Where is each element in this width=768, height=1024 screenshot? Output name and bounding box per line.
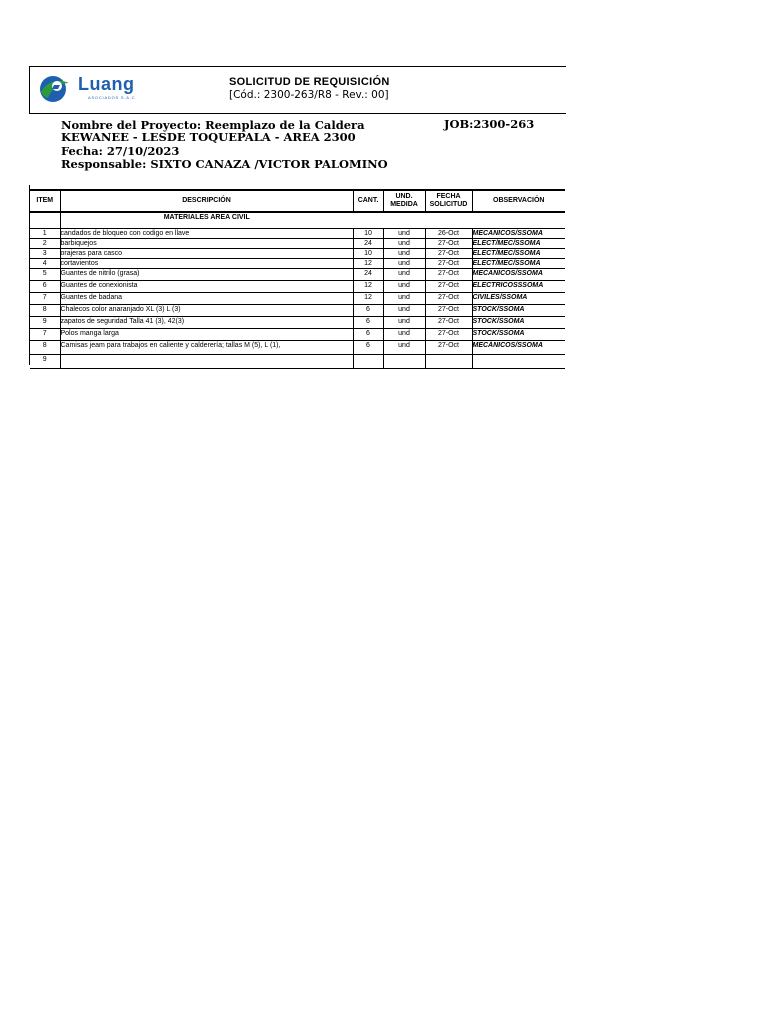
cell-date: 27-Oct (425, 329, 472, 341)
document-code: [Cód.: 2300-263/R8 - Rev.: 00] (229, 89, 389, 101)
cell-item: 2 (30, 239, 60, 249)
cell-date: 27-Oct (425, 293, 472, 305)
cell-description: cortavientos (60, 259, 353, 269)
job-number: JOB:2300-263 (444, 117, 535, 131)
cell-unit: und (383, 281, 425, 293)
cell-date: 27-Oct (425, 281, 472, 293)
section-empty-cell (383, 212, 425, 229)
cell-observation: ELECTRICOSSSOMA (472, 281, 565, 293)
cell-observation: ELECT/MEC/SSOMA (472, 249, 565, 259)
cell-unit: und (383, 305, 425, 317)
cell-item: 3 (30, 249, 60, 259)
cell-unit: und (383, 293, 425, 305)
cell-observation: ELECT/MEC/SSOMA (472, 259, 565, 269)
cell-description: orajeras para casco (60, 249, 353, 259)
cell-quantity: 12 (353, 281, 383, 293)
header-unit (383, 190, 425, 212)
section-title: MATERIALES AREA CIVIL (60, 212, 353, 229)
table-row (30, 259, 565, 269)
cell-description: Guantes de nitrilo (grasa) (60, 269, 353, 281)
cell-description: zapatos de seguridad Talla 41 (3), 42(3) (60, 317, 353, 329)
header-unit-line1: UND. (395, 193, 413, 200)
cell-observation: MECÁNICOS/SSOMA (472, 341, 565, 355)
cell-quantity: 12 (353, 293, 383, 305)
cell-description: candados de bloqueo con codigo en llave (60, 229, 353, 239)
requisition-table (30, 189, 565, 369)
cell-observation: CIVILES/SSOMA (472, 293, 565, 305)
header-quantity: CANT. (353, 190, 383, 212)
cell-description: Guantes de conexionista (60, 281, 353, 293)
header-date-line1: FECHA (436, 193, 461, 200)
table-row (30, 329, 565, 341)
cell-unit: und (383, 259, 425, 269)
cell-observation (472, 355, 565, 369)
project-date: Fecha: 27/10/2023 (61, 144, 180, 158)
cell-unit: und (383, 239, 425, 249)
cell-item: 8 (30, 341, 60, 355)
cell-description (60, 355, 353, 369)
document-title: SOLICITUD DE REQUISICIÓN (229, 76, 390, 88)
table-row (30, 305, 565, 317)
cell-description: Guantes de badana (60, 293, 353, 305)
header-date (425, 190, 472, 212)
cell-observation: STOCK/SSOMA (472, 329, 565, 341)
table-row (30, 355, 565, 369)
cell-unit: und (383, 329, 425, 341)
cell-date: 27-Oct (425, 305, 472, 317)
cell-description: barbiquejos (60, 239, 353, 249)
cell-description: Polos manga larga (60, 329, 353, 341)
cell-quantity: 24 (353, 239, 383, 249)
header-description: DESCRIPCIÓN (60, 190, 353, 212)
cell-quantity: 24 (353, 269, 383, 281)
cell-quantity: 6 (353, 305, 383, 317)
table-row (30, 293, 565, 305)
document-header (29, 66, 566, 114)
cell-description: Camisas jeam para trabajos en caliente y calderería; tallas M (5), L (1), (60, 341, 353, 355)
cell-item: 5 (30, 269, 60, 281)
cell-date: 27-Oct (425, 259, 472, 269)
cell-item: 7 (30, 293, 60, 305)
cell-item: 4 (30, 259, 60, 269)
project-name-line2: KEWANEE - LESDE TOQUEPALA - AREA 2300 (61, 130, 356, 144)
header-unit-line2: MEDIDA (390, 201, 418, 208)
header-observation: OBSERVACIÓN (472, 190, 565, 212)
table-row (30, 229, 565, 239)
project-responsible: Responsable: SIXTO CANAZA /VICTOR PALOMINO (61, 157, 388, 171)
cell-quantity: 6 (353, 329, 383, 341)
cell-quantity (353, 355, 383, 369)
cell-quantity: 10 (353, 249, 383, 259)
table-row (30, 239, 565, 249)
cell-date (425, 355, 472, 369)
cell-unit: und (383, 317, 425, 329)
cell-quantity: 12 (353, 259, 383, 269)
cell-date: 27-Oct (425, 341, 472, 355)
cell-item: 9 (30, 355, 60, 369)
luang-logo-icon (38, 74, 72, 104)
cell-quantity: 10 (353, 229, 383, 239)
cell-observation: STOCK/SSOMA (472, 317, 565, 329)
cell-item: 9 (30, 317, 60, 329)
cell-quantity: 6 (353, 341, 383, 355)
table-row (30, 281, 565, 293)
cell-observation: MECANICOS/SSOMA (472, 269, 565, 281)
table-row (30, 269, 565, 281)
section-empty-cell (30, 212, 60, 229)
cell-item: 8 (30, 305, 60, 317)
project-name-line1: Nombre del Proyecto: Reemplazo de la Caldera (61, 118, 365, 132)
cell-date: 27-Oct (425, 249, 472, 259)
cell-item: 1 (30, 229, 60, 239)
section-row (30, 212, 565, 229)
cell-unit: und (383, 229, 425, 239)
section-empty-cell (472, 212, 565, 229)
section-empty-cell (353, 212, 383, 229)
cell-item: 6 (30, 281, 60, 293)
header-item: ITEM (30, 190, 60, 212)
cell-observation: STOCK/SSOMA (472, 305, 565, 317)
table-row (30, 317, 565, 329)
section-empty-cell (425, 212, 472, 229)
table-row (30, 341, 565, 355)
cell-description: Chalecos color anaranjado XL (3) L (3) (60, 305, 353, 317)
cell-quantity: 6 (353, 317, 383, 329)
cell-date: 27-Oct (425, 269, 472, 281)
table-header-row (30, 190, 565, 212)
cell-observation: ELECT/MEC/SSOMA (472, 239, 565, 249)
cell-unit: und (383, 269, 425, 281)
cell-unit (383, 355, 425, 369)
logo-wordmark: Luang (78, 74, 135, 94)
cell-date: 27-Oct (425, 317, 472, 329)
cell-unit: und (383, 249, 425, 259)
header-date-line2: SOLICITUD (429, 201, 468, 208)
cell-date: 27-Oct (425, 239, 472, 249)
cell-unit: und (383, 341, 425, 355)
company-logo (38, 72, 148, 106)
cell-date: 26-Oct (425, 229, 472, 239)
table-row (30, 249, 565, 259)
cell-observation: MECANICOS/SSOMA (472, 229, 565, 239)
logo-tagline: ASOCIADOS S.A.C. (88, 95, 138, 100)
cell-item: 7 (30, 329, 60, 341)
